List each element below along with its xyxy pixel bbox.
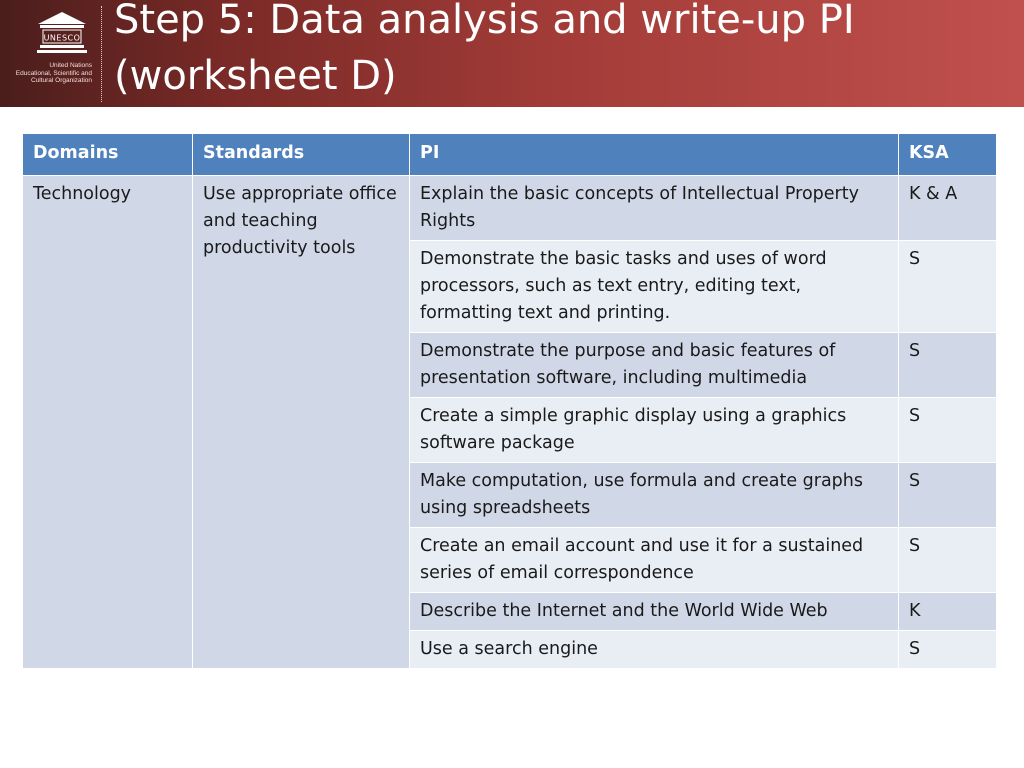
- unesco-wordmark: UNESCO: [43, 33, 81, 43]
- pi-cell: Make computation, use formula and create graphs using spreadsheets: [410, 463, 899, 528]
- pi-cell: Use a search engine: [410, 631, 899, 669]
- column-header-domains: Domains: [23, 134, 193, 176]
- ksa-cell: S: [899, 631, 997, 669]
- ksa-cell: S: [899, 333, 997, 398]
- pi-table: [22, 133, 997, 669]
- ksa-cell: K & A: [899, 176, 997, 241]
- pi-cell: Explain the basic concepts of Intellectual Property Rights: [410, 176, 899, 241]
- ksa-cell: S: [899, 463, 997, 528]
- column-header-ksa: KSA: [899, 134, 997, 176]
- pi-cell: Demonstrate the purpose and basic features of presentation software, including multimedia: [410, 333, 899, 398]
- slide-title: Step 5: Data analysis and write-up PI (worksheet D): [114, 0, 855, 99]
- unesco-logo: [0, 0, 100, 107]
- ksa-cell: S: [899, 398, 997, 463]
- unesco-temple-icon: [36, 10, 88, 58]
- header-divider: [101, 6, 102, 102]
- domain-cell: Technology: [23, 176, 193, 669]
- ksa-cell: S: [899, 528, 997, 593]
- pi-cell: Create a simple graphic display using a graphics software package: [410, 398, 899, 463]
- table-header-row: [23, 134, 997, 176]
- column-header-standards: Standards: [193, 134, 410, 176]
- ksa-cell: K: [899, 593, 997, 631]
- column-header-pi: PI: [410, 134, 899, 176]
- slide-header: [0, 0, 1024, 107]
- pi-cell: Demonstrate the basic tasks and uses of word processors, such as text entry, editing text, formatting text and printing.: [410, 241, 899, 333]
- pi-cell: Describe the Internet and the World Wide Web: [410, 593, 899, 631]
- pi-cell: Create an email account and use it for a sustained series of email correspondence: [410, 528, 899, 593]
- table-row: [23, 176, 997, 241]
- unesco-org-name: United Nations Educational, Scientific and Cultural Organization: [15, 62, 92, 84]
- ksa-cell: S: [899, 241, 997, 333]
- standard-cell: Use appropriate office and teaching productivity tools: [193, 176, 410, 669]
